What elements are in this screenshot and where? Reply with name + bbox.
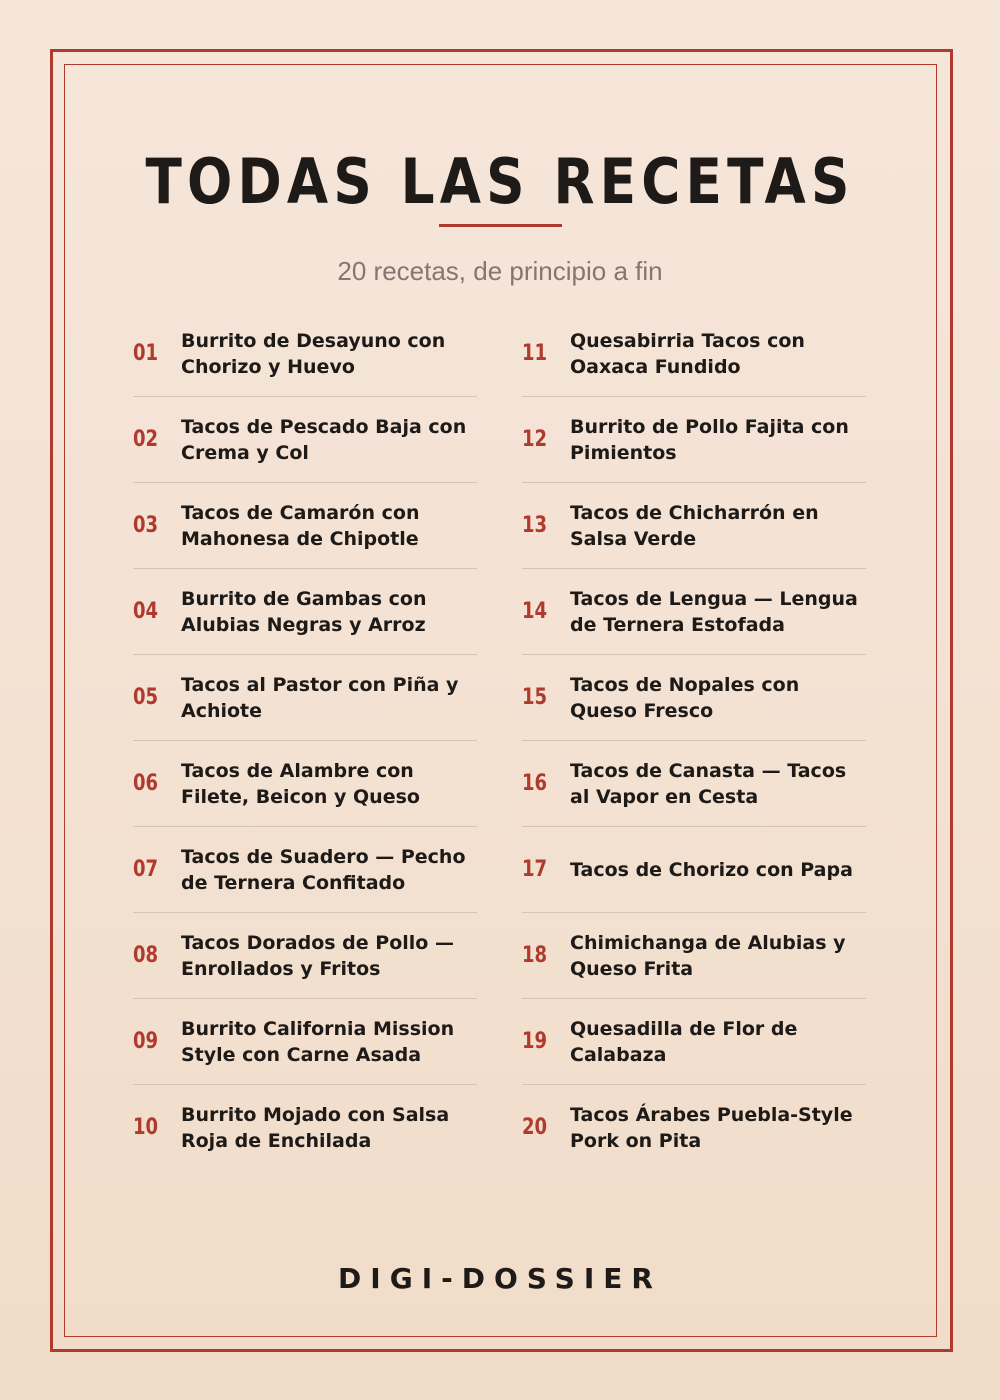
recipe-item [133, 654, 477, 740]
recipe-number: 20 [522, 1115, 548, 1140]
recipe-item [522, 311, 866, 396]
recipe-item [522, 998, 866, 1084]
recipe-item [133, 998, 477, 1084]
recipe-number: 02 [133, 427, 159, 452]
page-subtitle: 20 recetas, de principio a fin [337, 256, 663, 286]
recipe-number: 11 [522, 341, 548, 366]
recipe-number: 13 [522, 513, 548, 538]
page-title: TODAS LAS RECETAS [145, 145, 855, 218]
recipe-number: 17 [522, 857, 548, 882]
recipe-item [133, 740, 477, 826]
recipe-number: 04 [133, 599, 159, 624]
recipe-item [133, 482, 477, 568]
recipe-title: Tacos Dorados de Pollo — Enrollados y Fritos [181, 931, 454, 980]
recipe-title: Burrito Mojado con Salsa Roja de Enchilada [181, 1103, 450, 1152]
recipe-title: Burrito California Mission Style con Carne Asada [181, 1017, 455, 1066]
brand-footer: DIGI-DOSSIER [338, 1262, 662, 1295]
recipe-title: Burrito de Pollo Fajita con Pimientos [570, 415, 849, 464]
recipe-item [522, 396, 866, 482]
recipe-title: Tacos de Pescado Baja con Crema y Col [181, 415, 467, 464]
recipe-item [133, 826, 477, 912]
recipe-list-right [522, 311, 866, 1170]
recipe-item [522, 912, 866, 998]
recipe-title: Tacos de Suadero — Pecho de Ternera Confitado [181, 845, 466, 894]
recipe-title: Tacos de Chorizo con Papa [570, 858, 853, 881]
recipe-item [522, 654, 866, 740]
recipe-title: Burrito de Desayuno con Chorizo y Huevo [181, 329, 446, 378]
recipe-title: Quesabirria Tacos con Oaxaca Fundido [570, 329, 805, 378]
recipe-title: Tacos de Alambre con Filete, Beicon y Queso [181, 759, 420, 808]
recipe-number: 18 [522, 943, 548, 968]
recipe-number: 03 [133, 513, 159, 538]
recipe-item [133, 396, 477, 482]
recipe-number: 08 [133, 943, 159, 968]
recipe-number: 09 [133, 1029, 159, 1054]
recipe-item [522, 482, 866, 568]
recipe-item [133, 912, 477, 998]
recipe-list-left [133, 311, 477, 1170]
recipe-item [522, 568, 866, 654]
recipe-number: 19 [522, 1029, 548, 1054]
title-underline [439, 224, 562, 227]
recipe-title: Tacos de Canasta — Tacos al Vapor en Cesta [570, 759, 847, 808]
recipe-item [522, 740, 866, 826]
recipe-number: 14 [522, 599, 548, 624]
recipe-number: 06 [133, 771, 159, 796]
recipe-title: Quesadilla de Flor de Calabaza [570, 1017, 798, 1066]
recipe-item [133, 311, 477, 396]
recipe-title: Tacos Árabes Puebla-Style Pork on Pita [570, 1103, 853, 1152]
recipe-number: 16 [522, 771, 548, 796]
recipe-number: 01 [133, 341, 159, 366]
recipe-item [133, 1084, 477, 1170]
recipe-number: 07 [133, 857, 159, 882]
recipe-title: Tacos de Camarón con Mahonesa de Chipotle [181, 501, 420, 550]
recipe-title: Tacos al Pastor con Piña y Achiote [181, 673, 459, 722]
recipe-title: Tacos de Lengua — Lengua de Ternera Estofada [570, 587, 858, 636]
recipe-number: 10 [133, 1115, 159, 1140]
recipe-number: 12 [522, 427, 548, 452]
recipe-title: Burrito de Gambas con Alubias Negras y Arroz [181, 587, 427, 636]
recipe-number: 05 [133, 685, 159, 710]
recipe-title: Chimichanga de Alubias y Queso Frita [570, 931, 846, 980]
recipe-number: 15 [522, 685, 548, 710]
recipe-item [522, 826, 866, 912]
recipe-item [133, 568, 477, 654]
recipe-title: Tacos de Chicharrón en Salsa Verde [570, 501, 819, 550]
recipe-item [522, 1084, 866, 1170]
recipe-title: Tacos de Nopales con Queso Fresco [570, 673, 800, 722]
